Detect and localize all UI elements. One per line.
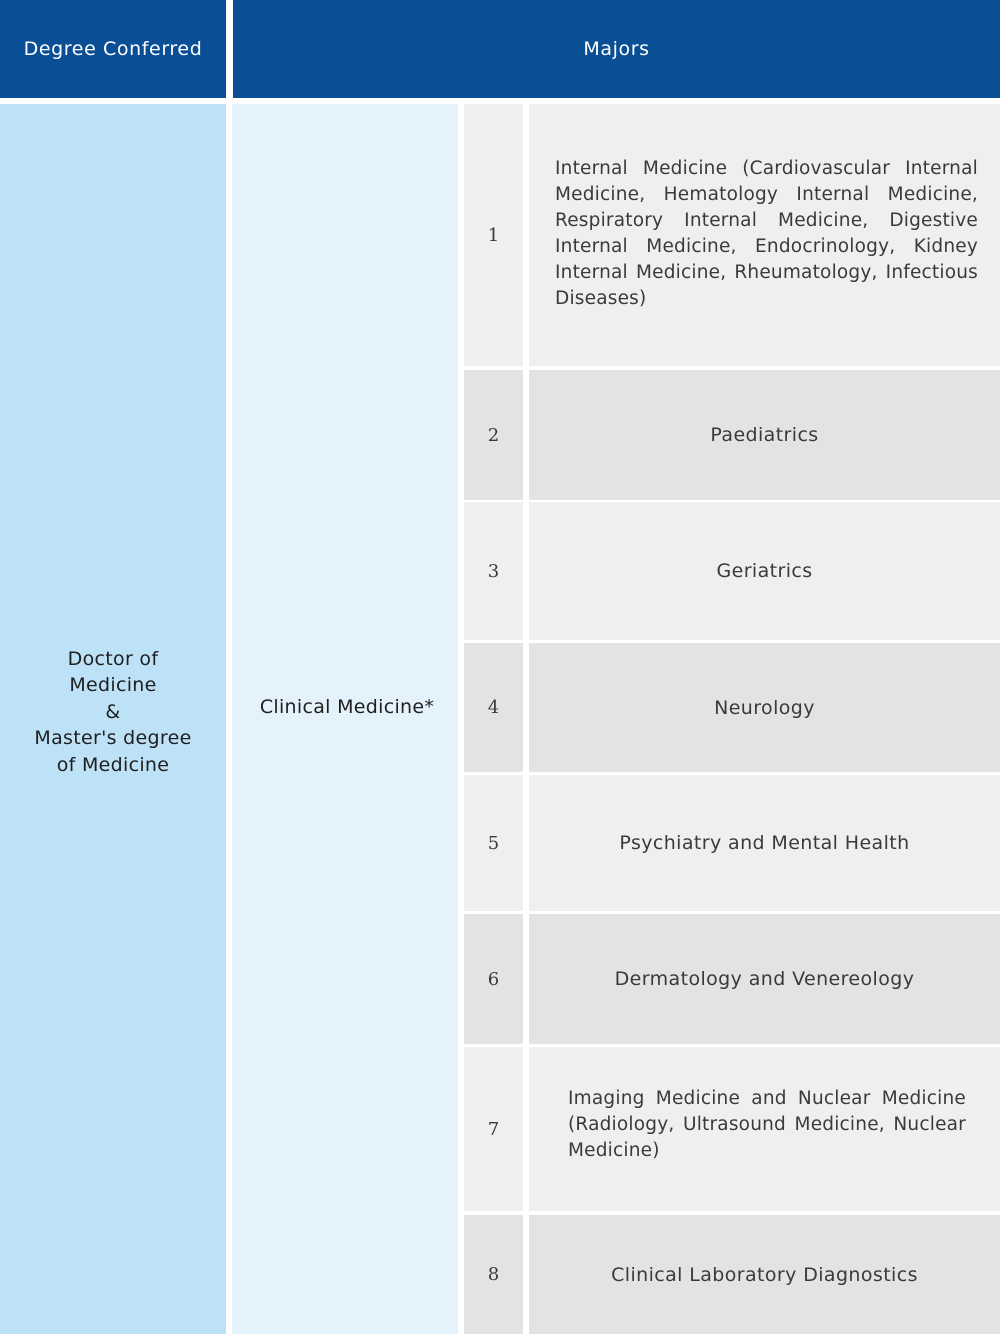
- row-number: 7: [464, 1047, 523, 1211]
- row-number: 1: [464, 104, 523, 366]
- field-name: Clinical Medicine*: [259, 696, 435, 718]
- header-majors: [233, 0, 1000, 98]
- degree-text: [34, 646, 191, 779]
- major-name: [529, 104, 1000, 366]
- row-number: 5: [464, 775, 523, 911]
- row-number: 3: [464, 502, 523, 640]
- row-number: 6: [464, 914, 523, 1044]
- major-name: Psychiatry and Mental Health: [529, 775, 1000, 911]
- table-row: [464, 914, 1000, 1044]
- header-majors-label: Majors: [583, 38, 650, 60]
- table-row: [464, 502, 1000, 640]
- row-number: 8: [464, 1215, 523, 1334]
- header-degree-conferred: [0, 0, 226, 98]
- degree-line: of Medicine: [56, 753, 170, 776]
- table-row: [464, 775, 1000, 911]
- degree-line: Medicine: [69, 674, 157, 697]
- table-row: [464, 1047, 1000, 1211]
- major-name-text: Imaging Medicine and Nuclear Medicine (Radiology, Ultrasound Medicine, Nuclear Medicine): [568, 1088, 966, 1161]
- major-name-text: Internal Medicine (Cardiovascular Internal Medicine, Hematology Internal Medicine, Respiratory Internal Medicine, Digestive Internal Medicine, Endocrinology, Kidney Internal Medicine, Rheumatology, Infectious Diseases): [555, 158, 978, 309]
- degree-line: Master's degree: [34, 727, 192, 750]
- table-row: [464, 643, 1000, 772]
- major-name: Neurology: [529, 643, 1000, 772]
- major-name: [529, 1047, 1000, 1211]
- major-name: Geriatrics: [529, 502, 1000, 640]
- major-name: Clinical Laboratory Diagnostics: [529, 1215, 1000, 1334]
- row-number: 4: [464, 643, 523, 772]
- degree-cell: [0, 104, 226, 1334]
- degree-line: Doctor of: [67, 647, 159, 670]
- table-row: [464, 370, 1000, 500]
- table-row: [464, 1215, 1000, 1334]
- major-name: Paediatrics: [529, 370, 1000, 500]
- row-number: 2: [464, 370, 523, 500]
- field-cell: [232, 104, 458, 1334]
- major-name: Dermatology and Venereology: [529, 914, 1000, 1044]
- table-row: [464, 104, 1000, 366]
- header-degree-label: Degree Conferred: [23, 38, 203, 60]
- degree-line: &: [105, 700, 121, 723]
